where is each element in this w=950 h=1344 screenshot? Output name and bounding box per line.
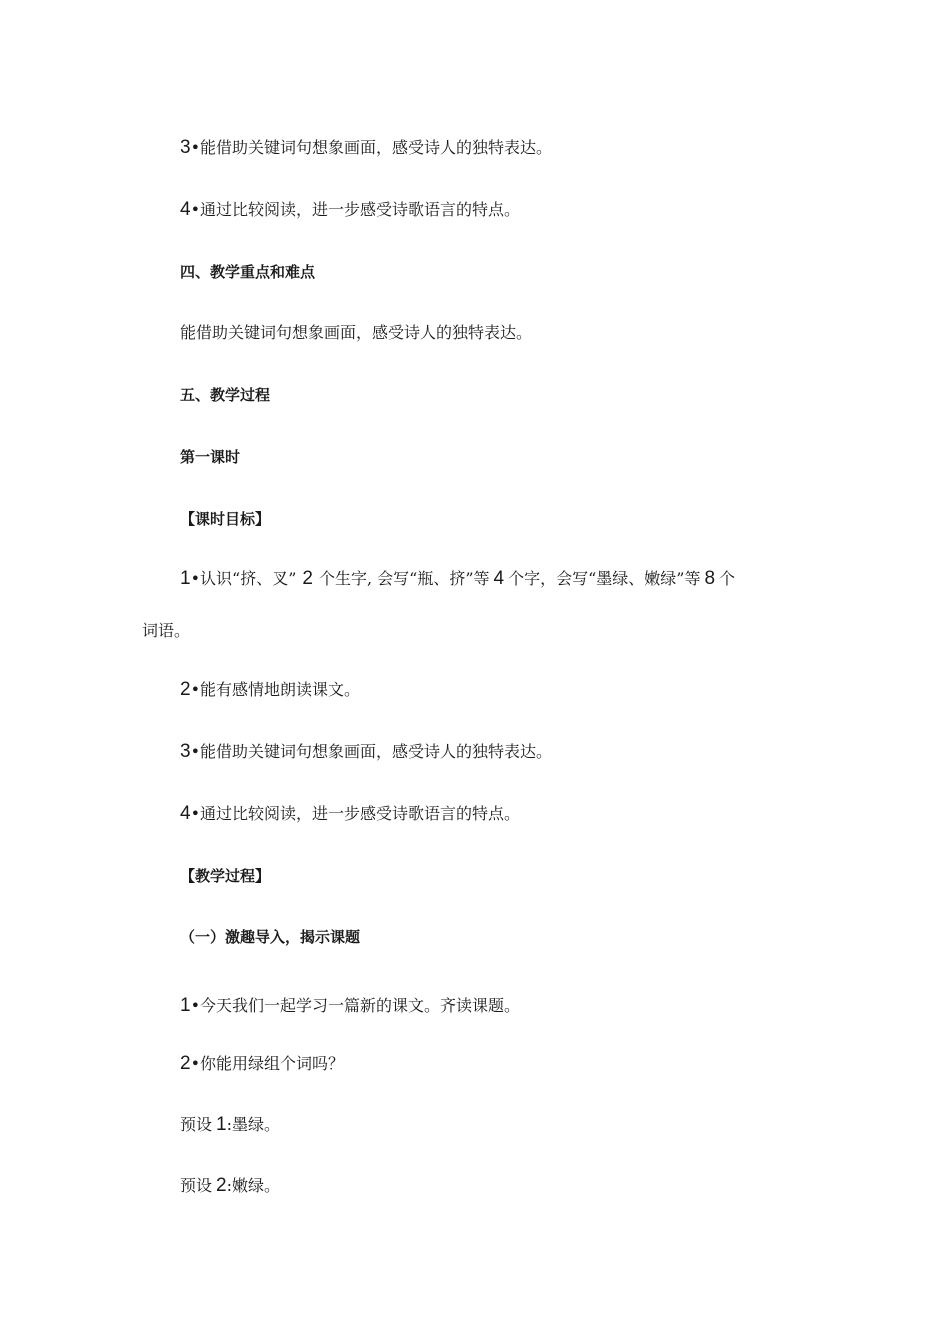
step-1-item-2: [180, 1053, 344, 1075]
goal-1: [180, 568, 735, 590]
goal-2: [180, 679, 360, 701]
lesson-heading: 第一课时: [180, 448, 241, 466]
item-number: 2: [180, 679, 191, 700]
item-text-4: 个: [719, 569, 736, 588]
item-number: 1: [180, 568, 191, 589]
lesson-goals-heading: 【课时目标】: [180, 510, 271, 528]
preset-text: :嫩绿。: [226, 1176, 280, 1195]
item-text: •你能用绿组个词吗？: [190, 1054, 345, 1073]
item-text: •能借助关键词句想象画面，感受诗人的独特表达。: [190, 138, 553, 157]
item-text: •认识“挤、叉”: [190, 569, 297, 588]
preset-label: 预设: [180, 1115, 213, 1134]
preset-number: 1: [216, 1114, 227, 1135]
objective-3-top: [180, 137, 552, 159]
number-4: 4: [493, 568, 505, 589]
item-text: •通过比较阅读，进一步感受诗歌语言的特点。: [190, 200, 521, 219]
item-text: •通过比较阅读，进一步感受诗歌语言的特点。: [190, 804, 521, 823]
key-points-text: 能借助关键词句想象画面，感受诗人的独特表达。: [180, 323, 533, 342]
step-1-heading: （一）激趣导入，揭示课题: [180, 928, 361, 946]
preset-label: 预设: [180, 1176, 213, 1195]
item-text: •能有感情地朗读课文。: [190, 680, 361, 699]
item-number: 3: [180, 741, 191, 762]
item-text: •今天我们一起学习一篇新的课文。齐读课题。: [190, 996, 521, 1015]
item-number: 4: [180, 803, 191, 824]
number-2: 2: [302, 568, 313, 589]
teaching-process-heading: 【教学过程】: [180, 867, 271, 885]
step-1-item-1: [180, 995, 520, 1017]
goal-3: [180, 741, 552, 763]
item-text: •能借助关键词句想象画面，感受诗人的独特表达。: [190, 742, 553, 761]
item-number: 4: [180, 199, 191, 220]
number-8: 8: [704, 568, 716, 589]
preset-1: [180, 1114, 280, 1136]
section-heading-process: 五、教学过程: [180, 386, 271, 404]
section-heading-key-points: 四、教学重点和难点: [180, 263, 316, 281]
preset-text: :墨绿。: [226, 1115, 280, 1134]
item-number: 2: [180, 1053, 191, 1074]
goal-1-continued: 词语。: [142, 621, 191, 640]
objective-4-top: [180, 199, 520, 221]
item-number: 1: [180, 995, 191, 1016]
item-text-2: 个生字, 会写“瓶、挤”等: [318, 569, 490, 588]
item-number: 3: [180, 137, 191, 158]
goal-4: [180, 803, 520, 825]
preset-number: 2: [216, 1175, 227, 1196]
item-text-3: 个字，会写“墨绿、嫩绿”等: [508, 569, 701, 588]
preset-2: [180, 1175, 280, 1197]
